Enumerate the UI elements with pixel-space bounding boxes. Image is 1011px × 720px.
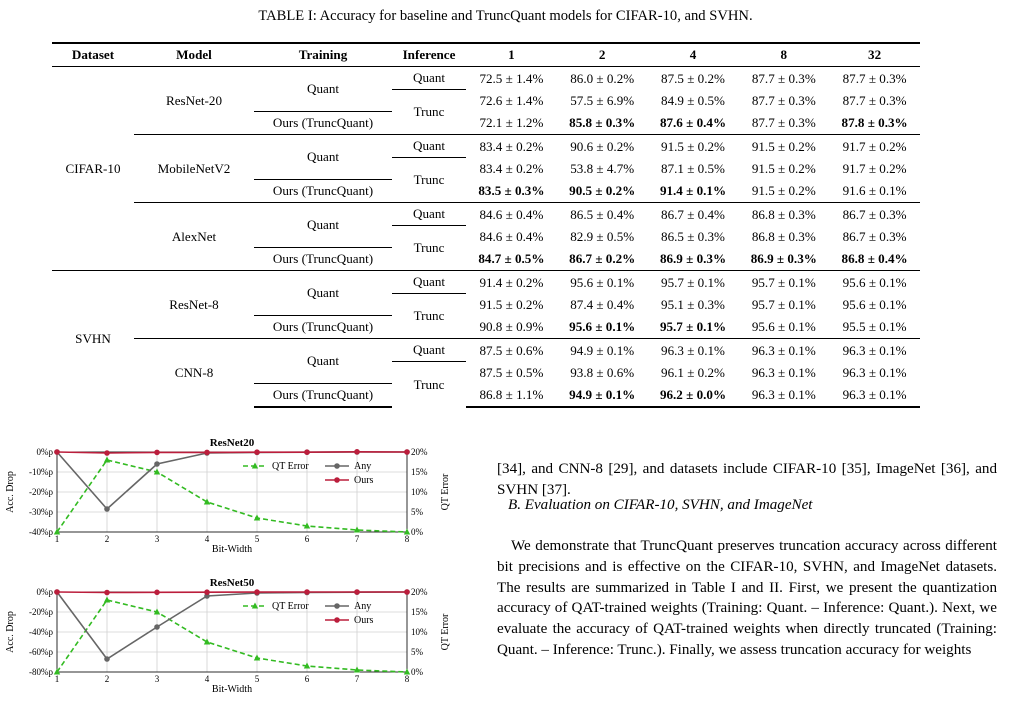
y2-tick-label: 0%: [411, 667, 423, 677]
data-point-circle: [154, 450, 160, 456]
x-tick-label: 5: [254, 674, 260, 684]
value-cell: 86.9 ± 0.3%: [750, 251, 817, 267]
model-cell: ResNet-8: [134, 271, 254, 339]
x-axis-label: Bit-Width: [211, 684, 253, 695]
x-tick-label: 5: [254, 534, 260, 544]
table-header-row: [52, 43, 920, 67]
data-point-circle: [104, 450, 110, 456]
value-cell: 86.5 ± 0.3%: [661, 228, 725, 244]
section-heading: B. Evaluation on CIFAR-10, SVHN, and ImageNet: [508, 497, 813, 513]
legend-label: Ours: [354, 475, 374, 486]
training-cell: Quant: [254, 203, 392, 248]
value-cell: 87.5 ± 0.2%: [661, 70, 725, 86]
value-cell: 86.9 ± 0.3%: [659, 251, 727, 267]
y-tick-label: 0%p: [36, 447, 53, 457]
training-cell: Ours (TruncQuant): [254, 384, 392, 408]
value-cell: 86.8 ± 0.3%: [751, 228, 816, 244]
value-cell: 83.4 ± 0.2%: [466, 135, 557, 158]
table-row: [52, 67, 920, 90]
legend-label: QT Error: [272, 461, 309, 472]
table-row: [52, 271, 920, 294]
data-point-triangle: [404, 669, 410, 675]
value-cell: 95.6 ± 0.1%: [569, 319, 636, 335]
y2-tick-label: 15%: [411, 607, 428, 617]
header-bit-8: 8: [738, 43, 829, 67]
data-point-circle: [304, 589, 310, 595]
x-tick-label: 8: [404, 674, 410, 684]
inference-cell: Quant: [392, 339, 466, 362]
legend-marker: [334, 477, 340, 483]
header-model: Model: [134, 43, 254, 67]
value-cell: 86.7 ± 0.3%: [842, 228, 907, 244]
y-axis-label: Acc. Drop: [5, 471, 16, 513]
value-cell: 85.8 ± 0.3%: [569, 115, 636, 131]
value-cell: 95.6 ± 0.1%: [557, 271, 648, 294]
y2-axis-label: QT Error: [440, 613, 451, 651]
y-tick-label: -10%p: [29, 467, 53, 477]
x-tick-label: 4: [204, 674, 210, 684]
value-cell: 95.6 ± 0.1%: [829, 271, 920, 294]
value-cell: 91.5 ± 0.2%: [751, 160, 816, 176]
table-row: [52, 135, 920, 158]
header-training: Training: [254, 43, 392, 67]
value-cell: 90.8 ± 0.9%: [479, 319, 544, 335]
value-cell: 91.5 ± 0.2%: [648, 135, 739, 158]
value-cell: 91.5 ± 0.2%: [479, 296, 544, 312]
x-tick-label: 7: [354, 674, 360, 684]
legend-marker: [334, 617, 340, 623]
value-cell: 95.7 ± 0.1%: [648, 271, 739, 294]
value-cell: 91.6 ± 0.1%: [842, 183, 907, 199]
inference-cell: Quant: [392, 135, 466, 158]
value-cell: 83.5 ± 0.3%: [478, 183, 545, 199]
x-tick-label: 2: [104, 534, 110, 544]
y2-tick-label: 20%: [411, 587, 428, 597]
value-cell: 96.3 ± 0.1%: [842, 364, 907, 380]
chart-resnet20: [0, 432, 470, 572]
value-cell: 86.0 ± 0.2%: [570, 70, 635, 86]
x-tick-label: 6: [304, 674, 310, 684]
y2-tick-label: 10%: [411, 627, 428, 637]
value-cell: 96.3 ± 0.1%: [829, 384, 920, 408]
dataset-cell: SVHN: [52, 271, 134, 408]
training-cell: Ours (TruncQuant): [272, 319, 374, 335]
header-bit-4: 4: [648, 43, 739, 67]
data-point-circle: [154, 590, 160, 596]
data-point-circle: [104, 656, 110, 662]
y-tick-label: -80%p: [29, 667, 53, 677]
value-cell: 93.8 ± 0.6%: [570, 364, 635, 380]
training-cell: Ours (TruncQuant): [272, 183, 374, 199]
value-cell: 87.7 ± 0.3%: [751, 92, 816, 108]
inference-cell: Trunc: [413, 104, 445, 120]
value-cell: 96.3 ± 0.1%: [648, 339, 739, 362]
table-row: [52, 339, 920, 362]
data-point-circle: [204, 589, 210, 595]
data-point-circle: [254, 589, 260, 595]
value-cell: 86.7 ± 0.3%: [829, 203, 920, 226]
legend-label: QT Error: [272, 601, 309, 612]
value-cell: 87.7 ± 0.3%: [751, 70, 816, 86]
data-point-circle: [404, 449, 410, 455]
y-tick-label: -40%p: [29, 527, 53, 537]
legend-marker: [334, 463, 340, 469]
value-cell: 96.2 ± 0.0%: [648, 384, 739, 408]
y2-tick-label: 10%: [411, 487, 428, 497]
model-cell: MobileNetV2: [134, 135, 254, 203]
value-cell: 86.7 ± 0.4%: [648, 203, 739, 226]
x-tick-label: 1: [54, 534, 60, 544]
accuracy-table: [52, 42, 920, 408]
data-point-circle: [104, 590, 110, 596]
training-cell: Quant: [254, 339, 392, 384]
training-cell: Quant: [254, 271, 392, 316]
value-cell: 95.1 ± 0.3%: [661, 296, 725, 312]
body-text: We demonstrate that TruncQuant preserves truncation accuracy across different bit precisions and is effective on the CIFAR-10, SVHN, and ImageNet datasets. The results are summarized in Table I and II. First, we present the quantization accuracy of QAT-trained weights (Training: Quant. – Inference: Quant.). Next, we evaluate the accuracy of QAT-trained weights when directly truncated (Training: Quant. – Inference: Trunc.). Finally, we assess truncation accuracy for weights: [497, 538, 997, 658]
y-axis-label: Acc. Drop: [5, 611, 16, 653]
value-cell: 91.4 ± 0.1%: [659, 183, 727, 199]
value-cell: 94.9 ± 0.1%: [557, 339, 648, 362]
data-point-circle: [54, 589, 60, 595]
x-tick-label: 4: [204, 534, 210, 544]
y-tick-label: -60%p: [29, 647, 53, 657]
training-cell: Quant: [254, 135, 392, 180]
header-dataset: Dataset: [52, 43, 134, 67]
value-cell: 87.6 ± 0.4%: [659, 115, 727, 131]
y-tick-label: -20%p: [29, 607, 53, 617]
table-row: [52, 203, 920, 226]
value-cell: 82.9 ± 0.5%: [570, 228, 635, 244]
value-cell: 87.8 ± 0.3%: [841, 115, 908, 131]
legend-label: Ours: [354, 615, 374, 626]
value-cell: 87.4 ± 0.4%: [570, 296, 635, 312]
value-cell: 91.7 ± 0.2%: [829, 135, 920, 158]
training-cell: Ours (TruncQuant): [272, 251, 374, 267]
intro-paragraph: [497, 459, 997, 501]
data-point-circle: [304, 449, 310, 455]
value-cell: 86.5 ± 0.4%: [557, 203, 648, 226]
data-point-triangle: [254, 655, 260, 661]
inference-cell: Quant: [392, 67, 466, 90]
value-cell: 91.4 ± 0.2%: [466, 271, 557, 294]
training-cell: Quant: [254, 67, 392, 112]
data-point-circle: [104, 506, 110, 512]
data-point-circle: [354, 449, 360, 455]
value-cell: 53.8 ± 4.7%: [570, 160, 635, 176]
y-tick-label: -30%p: [29, 507, 53, 517]
value-cell: 95.6 ± 0.1%: [751, 319, 816, 335]
value-cell: 90.6 ± 0.2%: [557, 135, 648, 158]
value-cell: 95.7 ± 0.1%: [751, 296, 816, 312]
x-tick-label: 7: [354, 534, 360, 544]
y2-tick-label: 5%: [411, 647, 423, 657]
value-cell: 84.6 ± 0.4%: [466, 203, 557, 226]
inference-cell: Trunc: [413, 376, 445, 392]
value-cell: 90.5 ± 0.2%: [569, 183, 636, 199]
value-cell: 87.1 ± 0.5%: [661, 160, 725, 176]
value-cell: 57.5 ± 6.9%: [570, 92, 635, 108]
value-cell: 84.9 ± 0.5%: [661, 92, 725, 108]
header-inference: Inference: [392, 43, 466, 67]
value-cell: 96.3 ± 0.1%: [829, 339, 920, 362]
data-point-triangle: [254, 515, 260, 521]
value-cell: 87.7 ± 0.3%: [842, 70, 907, 86]
data-point-triangle: [404, 529, 410, 535]
value-cell: 96.3 ± 0.1%: [738, 339, 829, 362]
model-cell: CNN-8: [134, 339, 254, 408]
y2-tick-label: 15%: [411, 467, 428, 477]
data-point-circle: [254, 449, 260, 455]
x-axis-label: Bit-Width: [211, 544, 253, 555]
model-cell: AlexNet: [134, 203, 254, 271]
y-tick-label: -40%p: [29, 627, 53, 637]
model-cell: ResNet-20: [165, 92, 222, 108]
legend-marker: [334, 603, 340, 609]
value-cell: 87.5 ± 0.5%: [479, 364, 544, 380]
table-caption: TABLE I: Accuracy for baseline and TruncQuant models for CIFAR-10, and SVHN.: [258, 8, 753, 24]
y-tick-label: 0%p: [36, 587, 53, 597]
intro-text: [34], and CNN-8 [29], and datasets include CIFAR-10 [35], ImageNet [36], and SVHN [37].: [497, 461, 997, 498]
value-cell: 95.7 ± 0.1%: [738, 271, 829, 294]
value-cell: 91.7 ± 0.2%: [842, 160, 907, 176]
chart-title: ResNet20: [209, 437, 255, 449]
x-tick-label: 3: [154, 674, 160, 684]
inference-cell: Trunc: [413, 172, 445, 188]
data-point-circle: [404, 589, 410, 595]
y2-tick-label: 5%: [411, 507, 423, 517]
training-cell: Ours (TruncQuant): [272, 115, 374, 131]
x-tick-label: 8: [404, 534, 410, 544]
y2-tick-label: 0%: [411, 527, 423, 537]
value-cell: 91.5 ± 0.2%: [738, 135, 829, 158]
body-paragraph: [497, 536, 997, 661]
value-cell: 86.8 ± 0.4%: [841, 251, 908, 267]
chart-resnet20-svg: [0, 432, 470, 572]
x-tick-label: 3: [154, 534, 160, 544]
value-cell: 96.3 ± 0.1%: [751, 364, 816, 380]
data-point-circle: [204, 450, 210, 456]
x-tick-label: 6: [304, 534, 310, 544]
legend-label: Any: [354, 601, 372, 612]
data-point-circle: [354, 589, 360, 595]
data-point-circle: [154, 624, 160, 630]
data-point-circle: [54, 449, 60, 455]
value-cell: 96.3 ± 0.1%: [738, 384, 829, 408]
value-cell: 86.7 ± 0.2%: [569, 251, 636, 267]
legend-label: Any: [354, 461, 372, 472]
value-cell: 96.1 ± 0.2%: [661, 364, 725, 380]
value-cell: 94.9 ± 0.1%: [557, 384, 648, 408]
value-cell: 87.7 ± 0.3%: [842, 92, 907, 108]
inference-cell: Quant: [392, 271, 466, 294]
chart-resnet50: [0, 572, 470, 712]
value-cell: 84.6 ± 0.4%: [479, 228, 544, 244]
chart-title: ResNet50: [209, 577, 255, 589]
dataset-cell: CIFAR-10: [65, 160, 121, 176]
y-tick-label: -20%p: [29, 487, 53, 497]
chart-resnet50-svg: [0, 572, 470, 712]
header-bit-1: 1: [466, 43, 557, 67]
value-cell: 72.5 ± 1.4%: [479, 70, 544, 86]
value-cell: 86.8 ± 1.1%: [466, 384, 557, 408]
y2-tick-label: 20%: [411, 447, 428, 457]
data-point-triangle: [104, 597, 110, 603]
value-cell: 95.5 ± 0.1%: [842, 319, 907, 335]
value-cell: 72.6 ± 1.4%: [479, 92, 544, 108]
header-bit-32: 32: [829, 43, 920, 67]
y2-axis-label: QT Error: [440, 473, 451, 511]
value-cell: 95.6 ± 0.1%: [842, 296, 907, 312]
value-cell: 95.7 ± 0.1%: [659, 319, 727, 335]
value-cell: 86.8 ± 0.3%: [738, 203, 829, 226]
inference-cell: Trunc: [413, 308, 445, 324]
value-cell: 72.1 ± 1.2%: [479, 115, 544, 131]
inference-cell: Quant: [392, 203, 466, 226]
x-tick-label: 1: [54, 674, 60, 684]
value-cell: 84.7 ± 0.5%: [478, 251, 545, 267]
value-cell: 87.5 ± 0.6%: [466, 339, 557, 362]
value-cell: 83.4 ± 0.2%: [479, 160, 544, 176]
data-point-triangle: [104, 457, 110, 463]
data-point-circle: [154, 461, 160, 467]
header-bit-2: 2: [557, 43, 648, 67]
inference-cell: Trunc: [413, 240, 445, 256]
value-cell: 87.7 ± 0.3%: [751, 115, 816, 131]
x-tick-label: 2: [104, 674, 110, 684]
value-cell: 91.5 ± 0.2%: [751, 183, 816, 199]
